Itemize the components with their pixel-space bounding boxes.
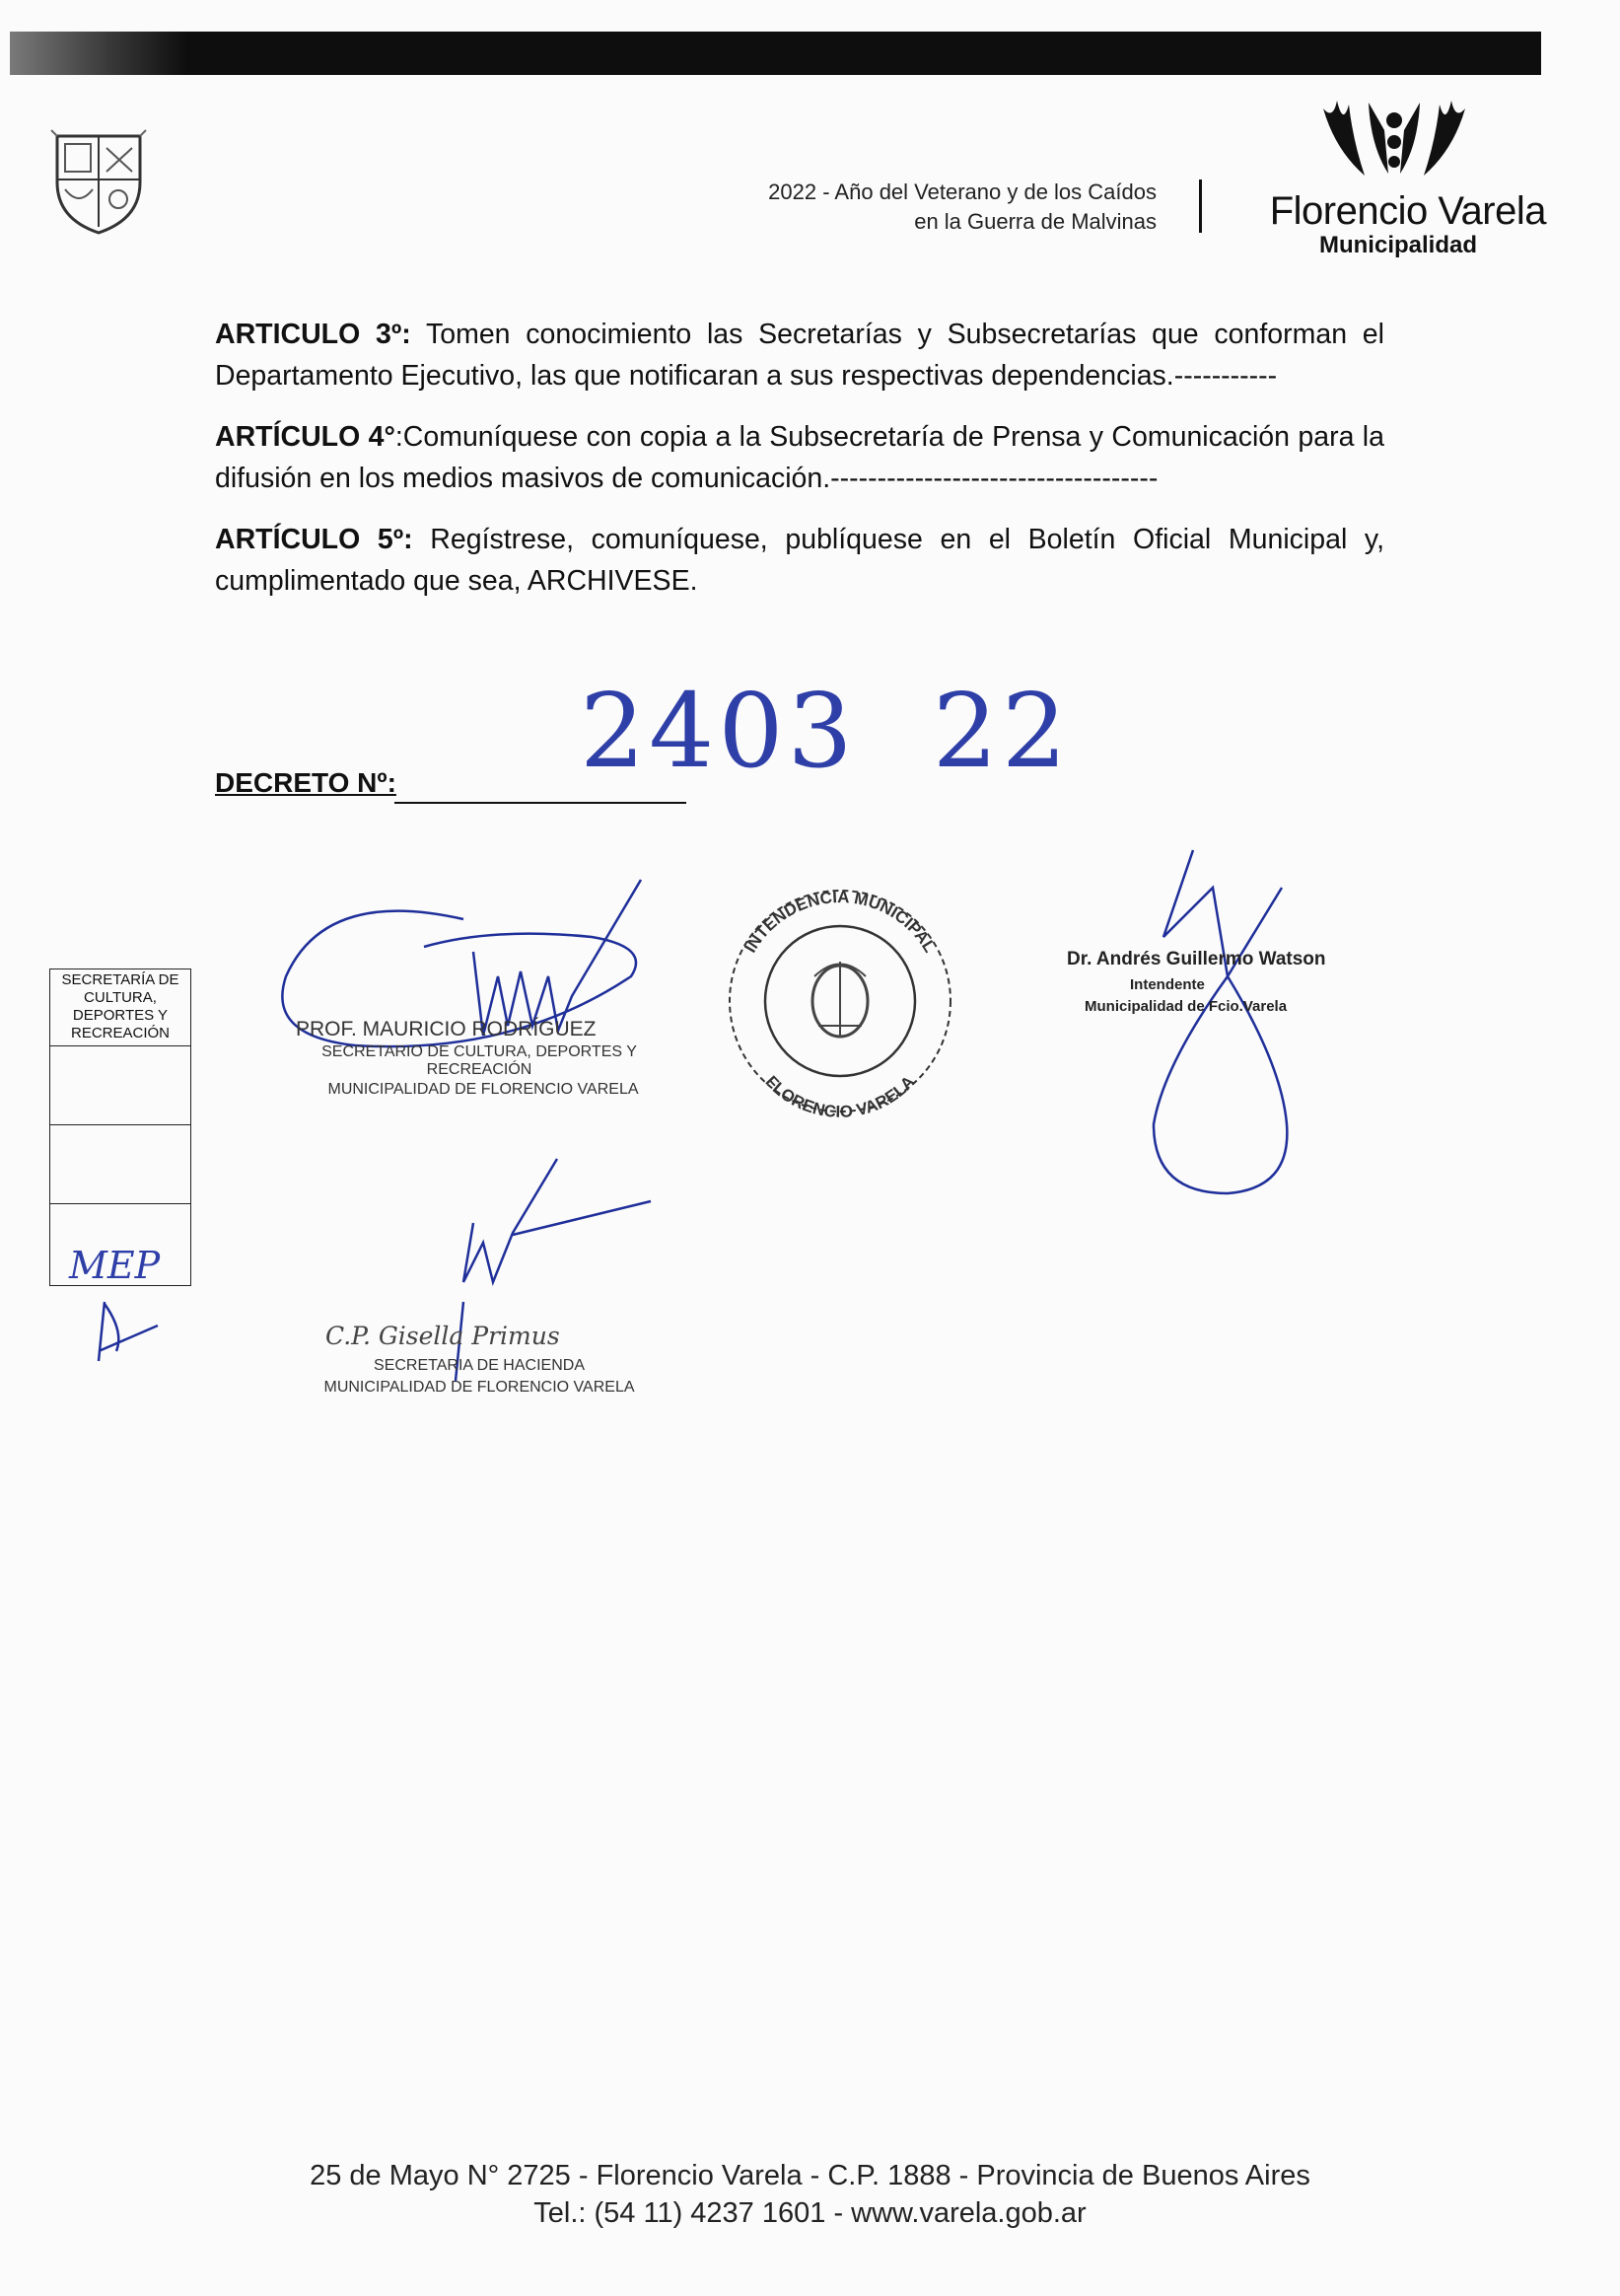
brand-subtitle: Municipalidad (1318, 232, 1477, 258)
mayor-signatory-org: Municipalidad de Fcio.Varela (1085, 998, 1288, 1015)
footer-contact: Tel.: (54 11) 4237 1601 - www.varela.gob.ar (533, 2197, 1087, 2229)
initials-mark (99, 1302, 158, 1361)
article-5-text: Regístrese, comuníquese, publíquese en el Boletín Oficial Municipal y, cumplimentado que sea, ARCHIVESE. (215, 524, 1384, 597)
stamp-box-title: SECRETARÍA DE CULTURA, DEPORTES Y RECREACIÓN (50, 969, 190, 1046)
article-3-text: Tomen conocimiento las Secretarías y Subsecretarías que conforman el Departamento Ejecutivo, las que notificaran a sus respectivas dependencias.----------- (215, 319, 1384, 392)
svg-text:INTENDENCIA MUNICIPAL (740, 888, 939, 956)
finance-signatory-name: C.P. Gisella Primus (325, 1322, 560, 1350)
article-3-heading: ARTICULO 3º: (215, 319, 411, 350)
culture-signatory-role: SECRETARIO DE CULTURA, DEPORTES Y RECREACIÓN (321, 1043, 637, 1078)
motto-line-1: 2022 - Año del Veterano y de los Caídos (768, 179, 1157, 204)
culture-signatory-name: PROF. MAURICIO RODRÍGUEZ (296, 1018, 597, 1040)
brand-name: Florencio Varela (1269, 189, 1546, 233)
mayor-signatory-role: Intendente (1130, 976, 1205, 993)
culture-signatory-org: MUNICIPALIDAD DE FLORENCIO VARELA (327, 1081, 639, 1098)
mayor-signature (1154, 850, 1287, 1193)
article-4-heading: ARTÍCULO 4° (215, 421, 395, 453)
seal-top-text: INTENDENCIA MUNICIPAL (740, 887, 940, 957)
finance-signatory-org: MUNICIPALIDAD DE FLORENCIO VARELA (323, 1379, 635, 1396)
motto-line-2: en la Guerra de Malvinas (914, 209, 1157, 234)
decree-number: 2403 22 (580, 671, 1072, 791)
municipal-seal-icon (730, 888, 951, 1121)
finance-signatory-role: SECRETARIA DE HACIENDA (374, 1357, 585, 1374)
svg-text:FLORENCIO VARELA (762, 1072, 919, 1121)
seal-bottom-text: FLORENCIO VARELA (761, 1072, 919, 1121)
decree-label: DECRETO Nº: (215, 767, 396, 798)
stamp-initials: MEP (69, 1244, 161, 1287)
article-4-text: :Comuníquese con copia a la Subsecretaría de Prensa y Comunicación para la difusión en los medios masivos de comunicación.----------------------------------- (215, 421, 1384, 494)
article-5-heading: ARTÍCULO 5º: (215, 524, 413, 555)
mayor-signatory-name: Dr. Andrés Guillermo Watson (1067, 949, 1326, 969)
footer-address: 25 de Mayo N° 2725 - Florencio Varela - C.P. 1888 - Provincia de Buenos Aires (310, 2160, 1310, 2191)
culture-signature-strokes (473, 880, 641, 1036)
